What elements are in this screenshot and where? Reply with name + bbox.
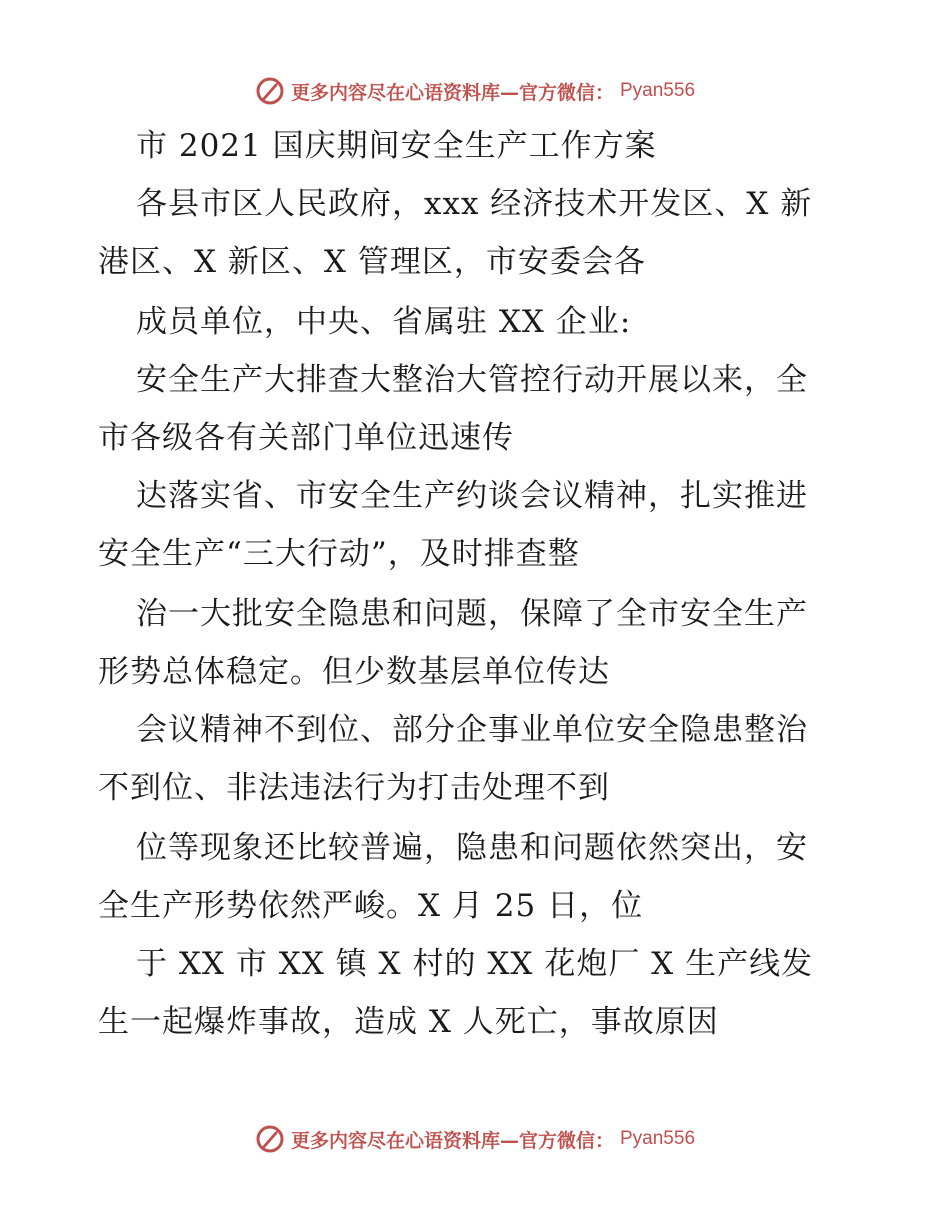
paragraph-line: 全生产形势依然严峻。X 月 25 日，位 (98, 888, 644, 924)
watermark-header (0, 76, 950, 106)
paragraph-line: 市各级各有关部门单位迅速传 (98, 420, 514, 456)
paragraph-line: 治一大批安全隐患和问题，保障了全市安全生产 (136, 596, 808, 632)
watermark-account: Pyan556 (620, 80, 696, 101)
paragraph-line: 形势总体稳定。但少数基层单位传达 (98, 654, 610, 690)
watermark-footer (0, 1124, 950, 1154)
watermark-account: Pyan556 (620, 1128, 696, 1149)
document-title: 市 2021 国庆期间安全生产工作方案 (136, 128, 657, 164)
paragraph-line: 位等现象还比较普遍，隐患和问题依然突出，安 (136, 830, 808, 866)
paragraph-line: 生一起爆炸事故，造成 X 人死亡，事故原因 (98, 1004, 719, 1040)
paragraph-line: 达落实省、市安全生产约谈会议精神，扎实推进 (136, 478, 808, 514)
paragraph-line: 成员单位，中央、省属驻 XX 企业: (136, 304, 632, 340)
paragraph-line: 会议精神不到位、部分企事业单位安全隐患整治 (136, 712, 808, 748)
paragraph-line: 于 XX 市 XX 镇 X 村的 XX 花炮厂 X 生产线发 (136, 946, 814, 982)
paragraph-line: 安全生产大排查大整治大管控行动开展以来，全 (136, 362, 808, 398)
paragraph-line: 安全生产“三大行动”，及时排查整 (98, 536, 580, 572)
watermark-text: 更多内容尽在心语资料库—官方微信： (290, 81, 614, 104)
quill-logo-icon (255, 76, 285, 106)
paragraph-line: 不到位、非法违法行为打击处理不到 (98, 770, 610, 806)
paragraph-line: 各县市区人民政府，xxx 经济技术开发区、X 新 (136, 186, 813, 222)
watermark-text: 更多内容尽在心语资料库—官方微信： (290, 1129, 614, 1152)
paragraph-line: 港区、X 新区、X 管理区，市安委会各 (98, 244, 646, 280)
quill-logo-icon (255, 1124, 285, 1154)
